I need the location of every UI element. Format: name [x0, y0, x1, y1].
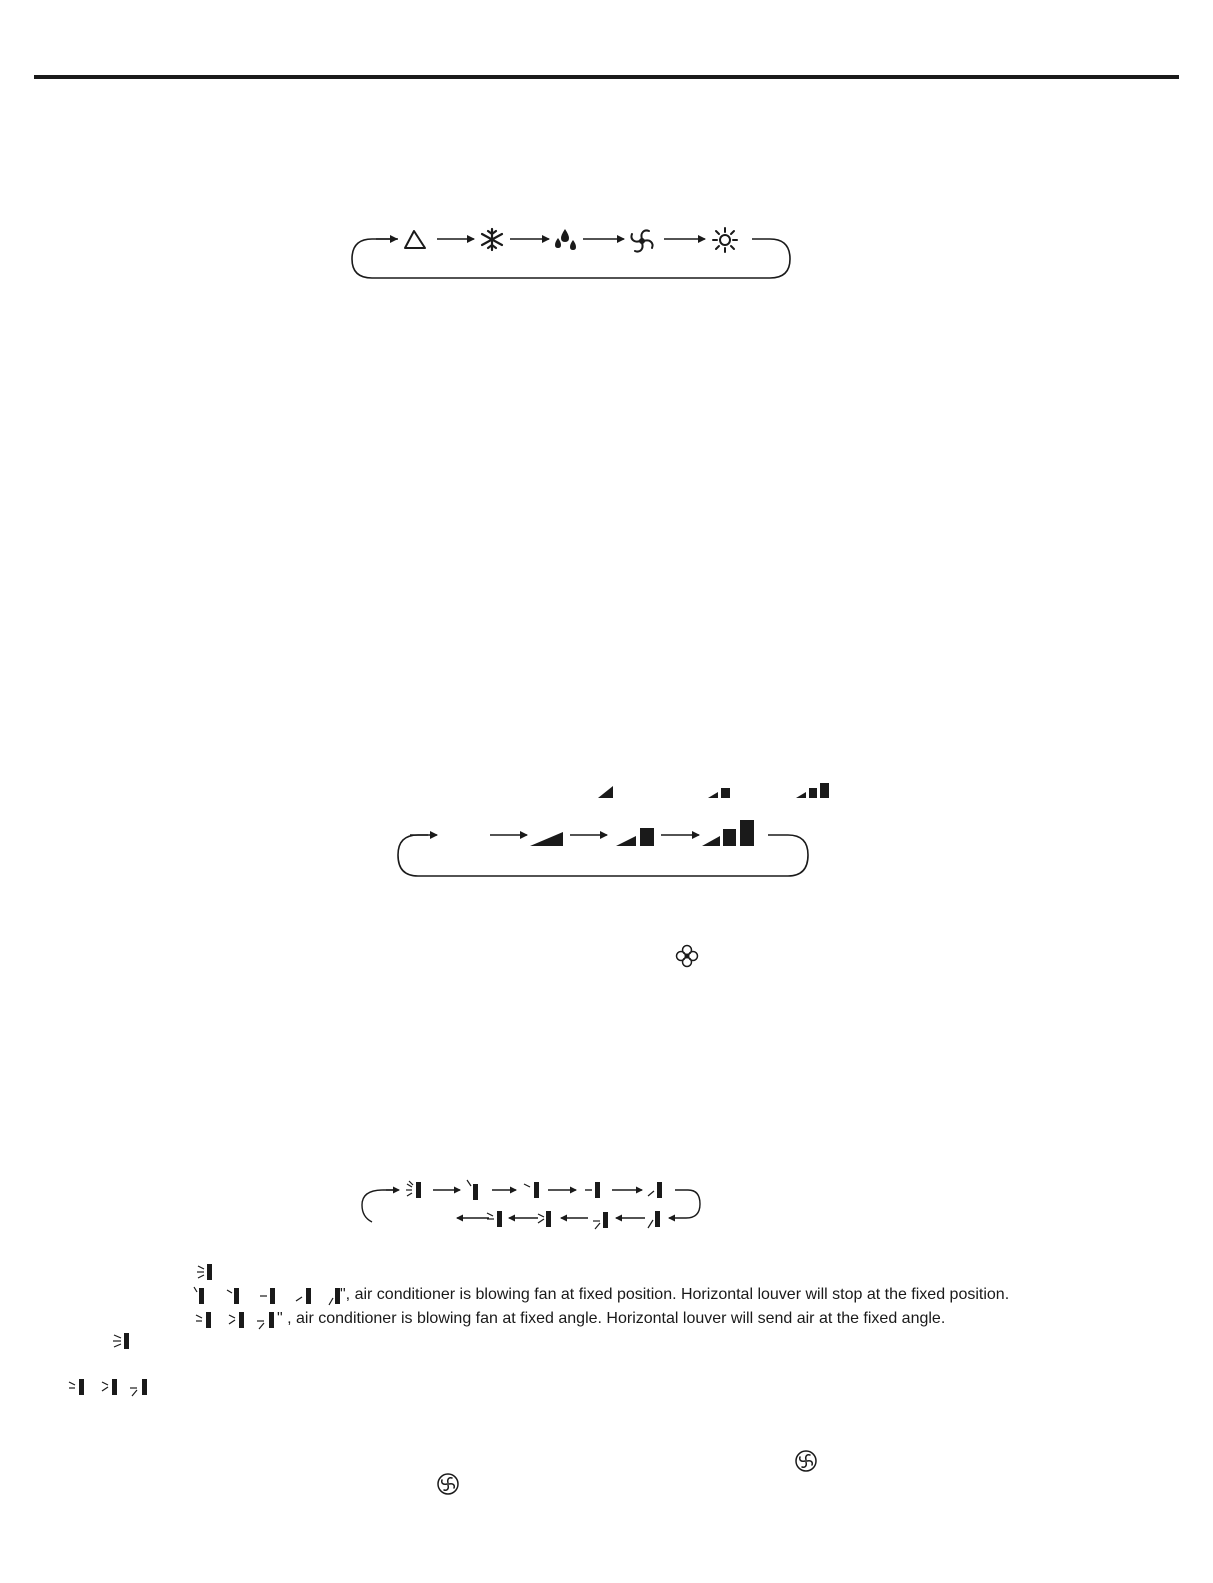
- position-2-icon: [524, 1182, 539, 1198]
- circled-fan-icon-1: [794, 1449, 818, 1473]
- header-rule: [34, 75, 1179, 79]
- position-4-bottom-icon: [648, 1211, 660, 1228]
- louver-loop-right: [669, 1190, 700, 1218]
- position-1-icon: [467, 1180, 478, 1200]
- flower-fan-icon: [672, 943, 702, 973]
- high-speed-label-icon: [796, 783, 829, 798]
- high-speed-icon: [702, 820, 754, 846]
- fan-speed-loop: [398, 835, 808, 876]
- low-speed-icon: [530, 832, 563, 846]
- circled-fan-icon-2: [436, 1472, 460, 1496]
- cool-mode-icon: [482, 229, 502, 250]
- angle-2-icon: [538, 1211, 551, 1227]
- dry-mode-icon: [555, 229, 576, 250]
- auto-mode-icon: [405, 231, 425, 248]
- position-4-icon: [648, 1182, 662, 1198]
- position-3-icon: [585, 1182, 600, 1198]
- swing-icon: [406, 1181, 421, 1198]
- note-fixed-angle: " , air conditioner is blowing fan at fixed angle. Horizontal louver will send air at the fixed angle.: [277, 1310, 946, 1327]
- angle-1-icon: [487, 1211, 502, 1227]
- low-speed-label-icon: [598, 786, 613, 798]
- mode-cycle-loop: [352, 239, 790, 278]
- note-angles-icons-2: [66, 1375, 156, 1399]
- note-swing-icon-2: [112, 1331, 134, 1353]
- note-swing-icon: [196, 1262, 216, 1284]
- heat-mode-icon: [713, 228, 737, 252]
- fan-mode-icon: [631, 230, 652, 251]
- medium-speed-icon: [616, 828, 654, 846]
- note-angles-icons: [193, 1308, 283, 1332]
- medium-speed-label-icon: [708, 788, 730, 798]
- note-positions-icons: [190, 1284, 350, 1308]
- louver-loop-left: [362, 1190, 398, 1222]
- note-fixed-position: ", air conditioner is blowing fan at fixed position. Horizontal louver will stop at the fixed position.: [340, 1286, 1010, 1303]
- angle-3-icon: [593, 1212, 608, 1229]
